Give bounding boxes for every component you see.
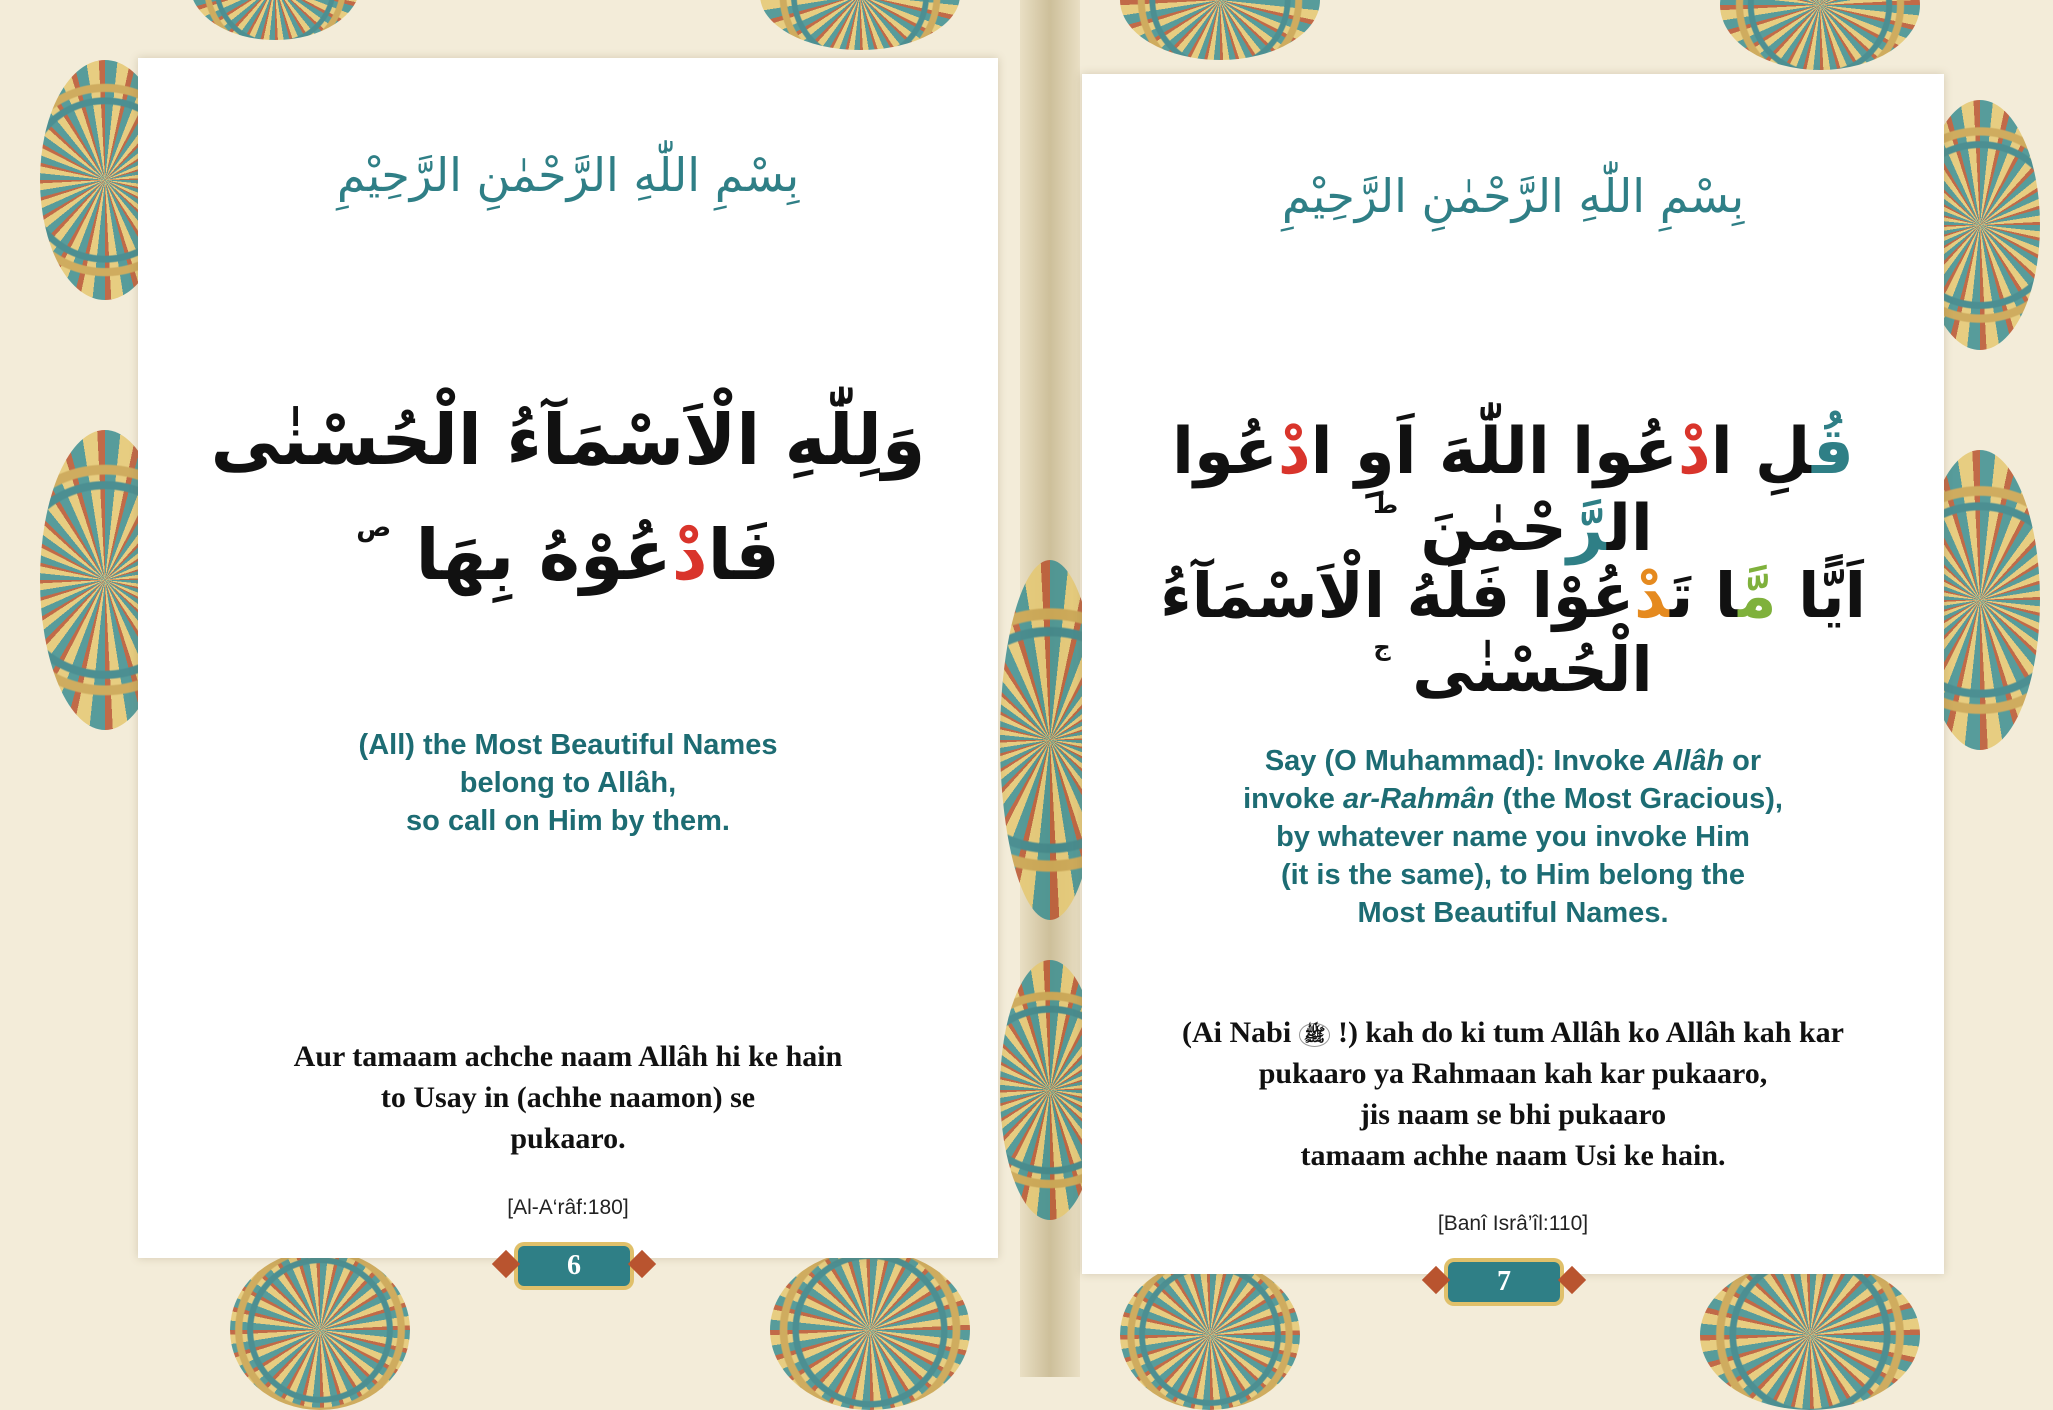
ornament-rosette	[760, 0, 960, 50]
arabic-fragment: عُوْا فَلَهُ الْاَسْمَآءُ الْحُسْنٰى	[1160, 559, 1653, 707]
bismillah-calligraphy: بِسْمِ اللّٰهِ الرَّحْمٰنِ الرَّحِيْمِ	[1281, 169, 1745, 223]
arabic-fragment: حْمٰنَ	[1420, 491, 1568, 566]
page-number: 6	[567, 1250, 581, 1281]
arabic-verse-line-2	[138, 513, 998, 597]
page-right	[1082, 74, 1944, 1274]
translation-text: invoke	[1243, 783, 1343, 815]
translation-line: by whatever name you invoke Him	[1276, 821, 1750, 853]
arabic-fragment: لِ ا	[1710, 415, 1813, 489]
roman-urdu-translation	[138, 1036, 998, 1159]
page-number: 7	[1497, 1266, 1511, 1297]
translation-text: or	[1724, 745, 1762, 777]
english-translation	[1082, 742, 1944, 932]
roman-text: (Ai Nabi	[1182, 1016, 1299, 1049]
arabic-fragment: اَيًّا	[1776, 559, 1866, 632]
roman-line	[1082, 1012, 1944, 1053]
roman-text: !) kah do ki tum Allâh ko Allâh kah kar	[1330, 1016, 1844, 1049]
ornament-rosette	[1700, 1260, 1920, 1410]
translation-text: Say (O Muhammad): Invoke	[1264, 745, 1654, 777]
roman-line: tamaam achhe naam Usi ke hain.	[1300, 1139, 1726, 1172]
arabic-fragment: عُوْهُ بِهَا	[415, 514, 672, 596]
arabic-fragment-red: دْ	[1677, 415, 1711, 489]
translation-line: so call on Him by them.	[406, 805, 730, 837]
translation-line: (All) the Most Beautiful Names	[358, 729, 778, 761]
roman-line: jis naam se bhi pukaaro	[1359, 1098, 1667, 1131]
translation-text: (the Most Gracious),	[1494, 783, 1783, 815]
ornament-rosette	[1120, 0, 1320, 60]
english-translation	[138, 726, 998, 840]
verse-reference: [Banî Isrâ’îl:110]	[1437, 1212, 1589, 1235]
arabic-fragment: عُوا اللّٰهَ اَوِ ا	[1310, 415, 1678, 489]
arabic-fragment: ا تَ	[1669, 559, 1739, 632]
arabic-fragment-teal: رَّ	[1567, 491, 1607, 566]
arabic-verse-line-1: وَلِلّٰهِ الْاَسْمَآءُ الْحُسْنٰى	[210, 399, 926, 481]
roman-urdu-translation	[1082, 1012, 1944, 1176]
roman-line: to Usay in (achhe naamon) se	[380, 1081, 756, 1114]
verse-reference: [Al-A‘râf:180]	[507, 1196, 629, 1219]
translation-text-italic: ar-Rahmân	[1343, 783, 1495, 815]
translation-line	[1082, 780, 1944, 818]
translation-line: (it is the same), to Him belong the	[1280, 859, 1746, 891]
ornament-rosette	[190, 0, 360, 40]
ornament-rosette	[230, 1250, 410, 1410]
ornament-rosette	[1120, 1260, 1300, 1410]
ornament-rosette	[1720, 0, 1920, 70]
translation-text-italic: Allâh	[1653, 745, 1725, 777]
arabic-fragment-orange: دْ	[1634, 559, 1670, 632]
translation-line: Most Beautiful Names.	[1357, 897, 1669, 929]
ornament-rosette	[770, 1250, 970, 1410]
arabic-verse-line-2	[1082, 559, 1944, 708]
roman-line: pukaaro ya Rahmaan kah kar pukaaro,	[1258, 1057, 1768, 1090]
arabic-fragment-red: دْ	[671, 514, 708, 596]
translation-line: belong to Allâh,	[459, 767, 677, 799]
page-left	[138, 58, 998, 1258]
roman-line: pukaaro.	[510, 1122, 626, 1155]
page-number-badge	[518, 1246, 630, 1286]
arabic-pause-mark: ج	[1373, 633, 1391, 662]
arabic-pause-mark: ط	[1373, 490, 1399, 519]
arabic-verse-line-1	[1082, 414, 1944, 568]
roman-line: Aur tamaam achche naam Allâh hi ke hain	[293, 1040, 843, 1073]
arabic-fragment-green: مَّ	[1738, 559, 1777, 632]
arabic-fragment: عُوا ال	[1172, 415, 1653, 566]
arabic-fragment: فَا	[707, 514, 780, 596]
arabic-fragment-teal: قُ	[1812, 415, 1854, 489]
arabic-fragment-red: دْ	[1277, 415, 1311, 489]
bismillah-calligraphy: بِسْمِ اللّٰهِ الرَّحْمٰنِ الرَّحِيْمِ	[336, 148, 800, 202]
salawat-seal-icon: ﷺ	[1299, 1023, 1331, 1047]
arabic-pause-mark: ص	[356, 513, 392, 543]
page-number-badge	[1448, 1262, 1560, 1302]
translation-line	[1082, 742, 1944, 780]
